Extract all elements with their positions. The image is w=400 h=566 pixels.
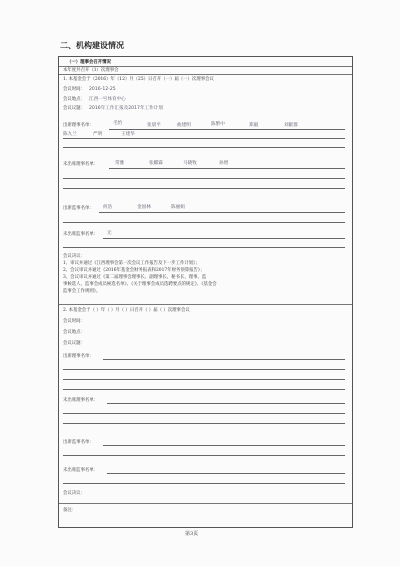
result-line: 事候选人、监事会成员候选名单》、《关于理事会成员选聘要点的规定》、《基金会 [63, 282, 217, 287]
result-line: 1、审议并通过《江西理事会第一次会议工作报告及下一步工作计划》； [63, 261, 200, 266]
attendee: 刘献群 [284, 123, 298, 128]
meeting2-place-label: 会议地点： [63, 330, 85, 335]
blank-line [63, 147, 345, 148]
meeting1-time-label: 会议时间： [63, 87, 85, 92]
blank-line [63, 369, 345, 370]
absentee: 常雅 [115, 161, 125, 166]
meeting2-remark-label: 备注： [63, 508, 77, 513]
blank-line [107, 403, 345, 404]
absentee: 张麒霖 [149, 161, 163, 166]
meeting1-header: 1. 本基金会于（2016）年（12）月（25）日召开（一）届（一）次理事会议 [63, 77, 214, 82]
blank-line [63, 247, 345, 248]
result-line: 3、会议审议并通过《第二届理事会理事长、副理事长、秘书长、理事、监 [63, 275, 207, 280]
blank-line [63, 178, 345, 179]
blank-line [109, 168, 345, 169]
blank-line [63, 455, 345, 456]
blank-line [63, 222, 345, 223]
meeting1-unsup-value: 无 [107, 231, 112, 236]
blank-line [63, 413, 345, 414]
meeting1-result-label: 会议决议： [63, 254, 85, 259]
blank-line [103, 359, 345, 360]
meeting1-sup-label: 出席监事名单： [63, 206, 94, 211]
supervisor: 金国林 [137, 205, 151, 210]
subtitle: （一）理事会召开情况 [67, 60, 111, 65]
blank-line [109, 129, 345, 130]
meeting2-topic-label: 会议议题： [63, 341, 85, 346]
result-line: 监事会工作规则》。 [63, 289, 101, 294]
meeting2-unsup-label: 未出席监事名单： [63, 468, 99, 473]
meeting1-topic-label: 会议议题： [63, 106, 85, 111]
blank-line [63, 423, 345, 424]
blank-line [103, 238, 345, 239]
page-number: 第3页 [185, 531, 199, 537]
attendee: 曲建明 [177, 123, 191, 128]
divider [59, 74, 352, 75]
blank-line [103, 445, 345, 446]
attendee: 毛怡 [113, 121, 123, 126]
meeting2-absent-label: 未出席理事名单： [63, 398, 99, 403]
meeting1-time-value: 2016-12-25 [89, 87, 116, 92]
blank-line [107, 473, 345, 474]
meeting1-place-label: 会议地点： [63, 97, 85, 102]
attendee: 张晨平 [147, 123, 161, 128]
meeting2-attend-label: 出席理事名单： [63, 354, 94, 359]
divider [59, 66, 352, 67]
divider [59, 304, 352, 305]
supervisor: 何浩 [103, 205, 113, 210]
meeting1-place-value: 江西一号体育中心 [89, 97, 126, 102]
meeting1-attend-label: 出席理事名单： [63, 123, 94, 128]
blank-line [63, 138, 345, 139]
supervisor: 陈丽娟 [171, 205, 185, 210]
absentee: 孙增 [219, 161, 229, 166]
meeting2-result-label: 会议决议： [63, 491, 85, 496]
meeting1-topic-value: 2016年工作汇报及2017年工作计划 [89, 106, 163, 111]
meeting-count-note: 本年度共召开（1）次理事会 [63, 68, 119, 73]
absentee: 马晓牧 [183, 161, 197, 166]
blank-line [63, 379, 345, 380]
blank-line [99, 212, 345, 213]
blank-line [63, 188, 345, 189]
section-title: 二、机构建设情况 [60, 41, 124, 50]
meeting-table [58, 56, 353, 528]
meeting1-absent-label: 未出席理事名单： [63, 162, 99, 167]
blank-line [63, 483, 345, 484]
attendee: 王建华 [121, 132, 135, 137]
result-line: 2、会议审议并通过《2016年基金会财务报表和2017年财务预算报告》； [63, 268, 205, 273]
meeting2-time-label: 会议时间： [63, 319, 85, 324]
attendee: 严明 [93, 132, 103, 137]
divider [59, 503, 352, 504]
attendee: 陈九兰 [63, 132, 77, 137]
meeting2-sup-label: 出席监事名单： [63, 440, 94, 445]
attendee: 郑毅 [249, 123, 259, 128]
meeting2-header: 2. 本基金会于（ ）年（ ）月（ ）日召开（ ）届（ ）次理事会议 [63, 308, 190, 313]
meeting1-unsup-label: 未出席监事名单： [63, 232, 99, 237]
attendee: 陈繁中 [211, 122, 225, 127]
blank-line [63, 389, 345, 390]
